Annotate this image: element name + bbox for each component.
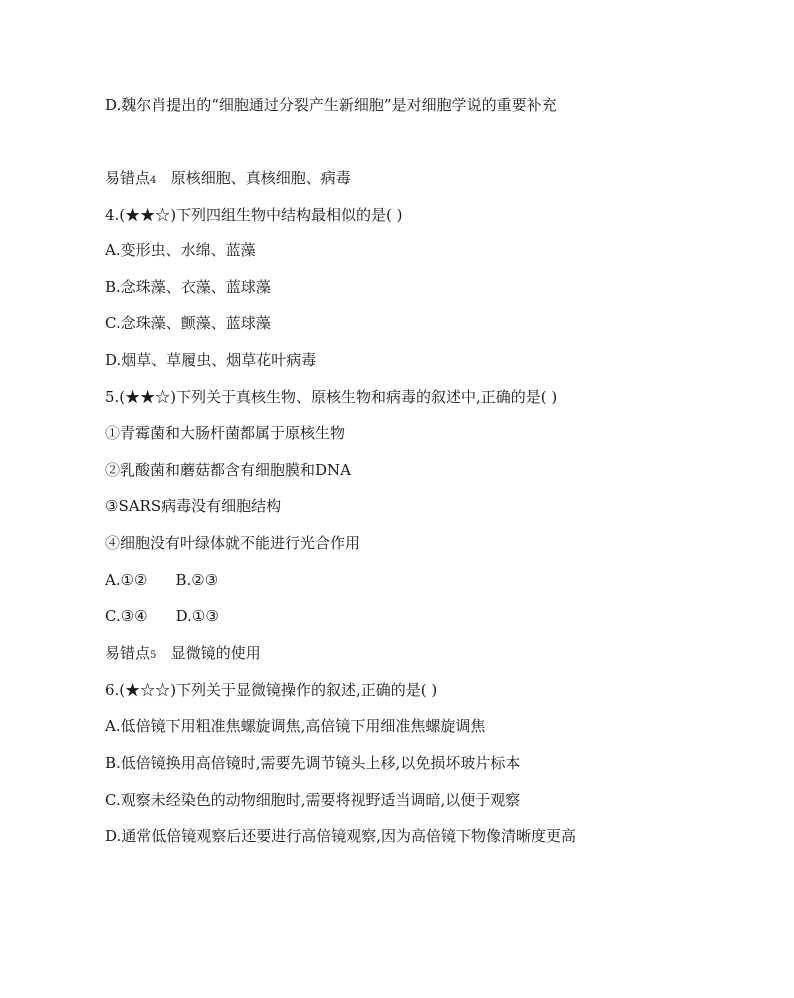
question-5-statement-4: ④细胞没有叶绿体就不能进行光合作用 xyxy=(105,534,361,552)
question-4-option-d: D.烟草、草履虫、烟草花叶病毒 xyxy=(105,351,317,369)
question-6-stem xyxy=(105,680,437,700)
question-5-option-b: B.②③ xyxy=(175,571,219,589)
question-5-options-row-1 xyxy=(105,570,218,590)
question-number: 6.( xyxy=(105,681,126,699)
option-d-previous-question: D.魏尔肖提出的“细胞通过分裂产生新细胞”是对细胞学说的重要补充 xyxy=(105,96,557,114)
section-number: 5 xyxy=(150,650,157,661)
section-prefix: 易错点 xyxy=(105,169,151,187)
question-number: 4.( xyxy=(105,206,126,224)
question-5-option-d: D.①③ xyxy=(175,607,219,625)
question-5-statement-1: ①青霉菌和大肠杆菌都属于原核生物 xyxy=(105,424,346,442)
question-text: )下列关于显微镜操作的叙述,正确的是( ) xyxy=(170,681,438,699)
question-6-option-c: C.观察未经染色的动物细胞时,需要将视野适当调暗,以便于观察 xyxy=(105,791,521,809)
question-6-option-b: B.低倍镜换用高倍镜时,需要先调节镜头上移,以免损坏玻片标本 xyxy=(105,754,521,772)
question-4-stem xyxy=(105,205,403,225)
question-5-option-a: A.①② xyxy=(105,571,148,589)
question-5-option-c: C.③④ xyxy=(105,607,148,625)
difficulty-stars-icon: ★☆☆ xyxy=(125,681,171,699)
difficulty-stars-icon: ★★☆ xyxy=(125,206,171,224)
question-text: )下列关于真核生物、原核生物和病毒的叙述中,正确的是( ) xyxy=(170,388,558,406)
section-title: 显微镜的使用 xyxy=(170,644,261,662)
question-4-option-b: B.念珠藻、衣藻、蓝球藻 xyxy=(105,278,271,296)
section-heading-4 xyxy=(105,168,351,191)
question-number: 5.( xyxy=(105,388,126,406)
section-number: 4 xyxy=(150,175,157,186)
section-title: 原核细胞、真核细胞、病毒 xyxy=(170,169,351,187)
question-4-option-c: C.念珠藻、颤藻、蓝球藻 xyxy=(105,314,271,332)
section-prefix: 易错点 xyxy=(105,644,151,662)
question-4-option-a: A.变形虫、水绵、蓝藻 xyxy=(105,241,256,259)
question-text: )下列四组生物中结构最相似的是( ) xyxy=(170,206,403,224)
difficulty-stars-icon: ★★☆ xyxy=(125,388,171,406)
question-5-statement-2: ②乳酸菌和蘑菇都含有细胞膜和DNA xyxy=(105,461,351,479)
question-6-option-d: D.通常低倍镜观察后还要进行高倍镜观察,因为高倍镜下物像清晰度更高 xyxy=(105,827,577,845)
question-5-options-row-2 xyxy=(105,606,219,626)
question-5-statement-3: ③SARS病毒没有细胞结构 xyxy=(105,497,282,515)
section-heading-5 xyxy=(105,643,261,666)
question-5-stem xyxy=(105,387,557,407)
question-6-option-a: A.低倍镜下用粗准焦螺旋调焦,高倍镜下用细准焦螺旋调焦 xyxy=(105,717,486,735)
